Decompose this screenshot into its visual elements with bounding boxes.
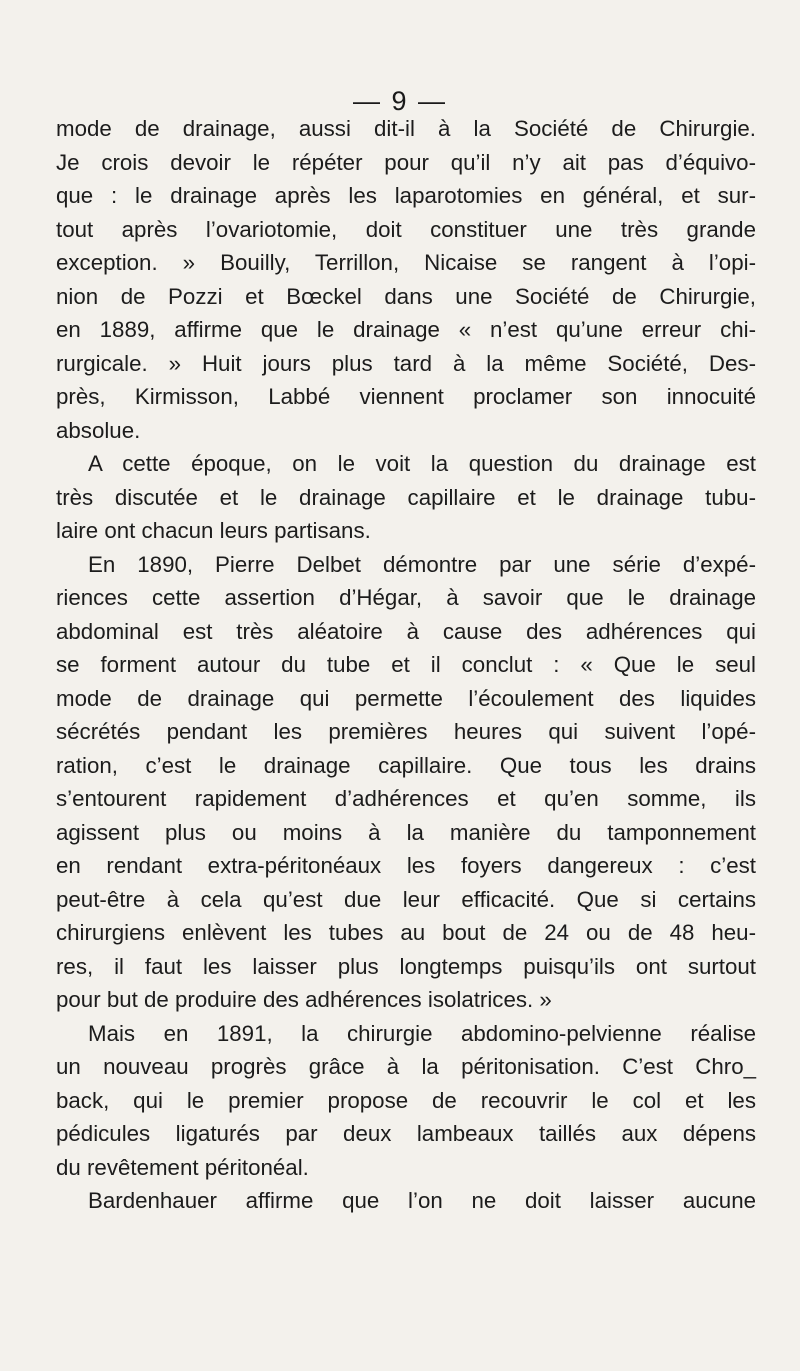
text-line: que : le drainage après les laparotomies en général, et sur- <box>56 183 756 208</box>
text-line: près, Kirmisson, Labbé viennent proclamer son innocuité <box>56 384 756 409</box>
text-line: sécrétés pendant les premières heures qui suivent l’opé- <box>56 719 756 744</box>
text-line: s’entourent rapidement d’adhérences et qu’en somme, ils <box>56 786 756 811</box>
text-line: exception. » Bouilly, Terrillon, Nicaise se rangent à l’opi- <box>56 250 756 275</box>
text-line: laire ont chacun leurs partisans. <box>56 518 371 543</box>
text-line: absolue. <box>56 417 141 443</box>
text-line: Mais en 1891, la chirurgie abdomino-pelvienne réalise <box>88 1020 756 1046</box>
text-line: peut-être à cela qu’est due leur efficacité. Que si certains <box>56 886 756 912</box>
text-line: nion de Pozzi et Bœckel dans une Société de Chirurgie, <box>56 283 756 309</box>
text-line: chirurgiens enlèvent les tubes au bout de 24 ou de 48 heu- <box>56 920 756 945</box>
text-line: pédicules ligaturés par deux lambeaux taillés aux dépens <box>56 1121 756 1146</box>
text-line: En 1890, Pierre Delbet démontre par une série d’expé- <box>88 551 756 577</box>
text-line: se forment autour du tube et il conclut : « Que le seul <box>56 652 756 677</box>
body-text <box>56 112 756 1218</box>
text-line: ration, c’est le drainage capillaire. Que tous les drains <box>56 752 756 778</box>
text-line: riences cette assertion d’Hégar, à savoir que le drainage <box>56 585 756 610</box>
text-line: agissent plus ou moins à la manière du tamponnement <box>56 819 756 845</box>
text-line: A cette époque, on le voit la question du drainage est <box>88 451 756 476</box>
text-line: en 1889, affirme que le drainage « n’est qu’une erreur chi- <box>56 317 756 342</box>
text-line: en rendant extra-péritonéaux les foyers dangereux : c’est <box>56 853 756 878</box>
text-line: back, qui le premier propose de recouvrir le col et les <box>56 1087 756 1113</box>
text-line: Bardenhauer affirme que l’on ne doit laisser aucune <box>88 1188 756 1213</box>
text-line: rurgicale. » Huit jours plus tard à la même Société, Des- <box>56 350 756 376</box>
text-line: du revêtement péritonéal. <box>56 1154 309 1180</box>
text-line: pour but de produire des adhérences isolatrices. » <box>56 987 552 1012</box>
text-line: mode de drainage, aussi dit-il à la Société de Chirurgie. <box>56 116 756 141</box>
page-number: — 9 — <box>352 86 448 116</box>
text-line: res, il faut les laisser plus longtemps puisqu’ils ont surtout <box>56 953 756 979</box>
text-line: mode de drainage qui permette l’écoulement des liquides <box>56 685 756 711</box>
text-line: un nouveau progrès grâce à la péritonisation. C’est Chro_ <box>56 1054 756 1079</box>
text-line: tout après l’ovariotomie, doit constituer une très grande <box>56 216 756 242</box>
text-line: très discutée et le drainage capillaire et le drainage tubu- <box>56 484 756 510</box>
text-line: abdominal est très aléatoire à cause des adhérences qui <box>56 618 756 644</box>
text-line: Je crois devoir le répéter pour qu’il n’y ait pas d’équivo- <box>56 149 756 175</box>
